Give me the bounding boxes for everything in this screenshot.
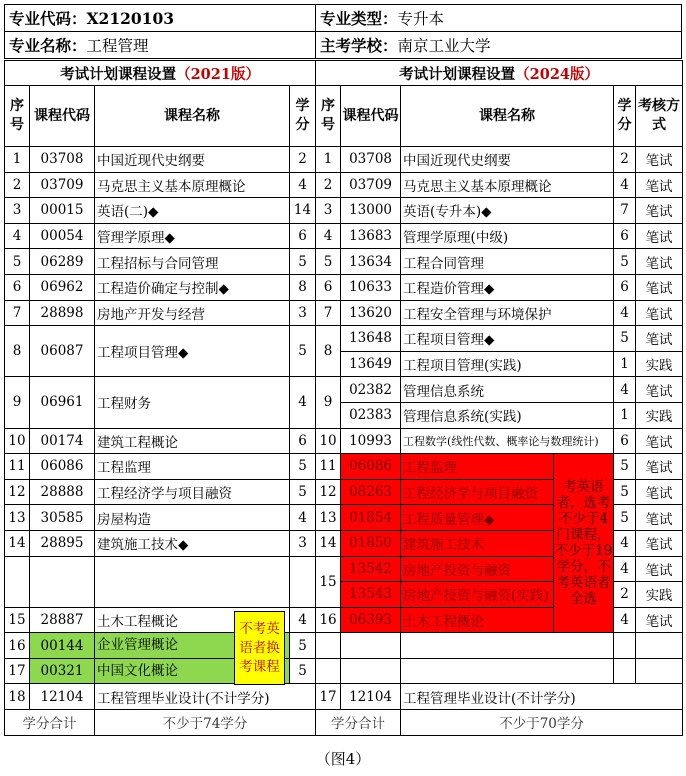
course-name: 马克思主义基本原理概论 [401, 172, 614, 198]
course-name: 工程质量管理◆ [401, 505, 554, 531]
course-code: 00054 [30, 223, 95, 249]
empty-cell [401, 633, 614, 659]
table-row [5, 223, 683, 249]
row-no: 5 [5, 249, 30, 275]
col-no-2024: 序号 [316, 86, 341, 147]
course-code: 12104 [30, 684, 95, 710]
row-no: 14 [5, 530, 30, 556]
empty-cell [5, 556, 30, 607]
table-row [5, 377, 683, 403]
course-name: 房地产投资与融资(实践) [401, 582, 554, 608]
exam-method: 笔试 [636, 300, 683, 326]
empty-cell [614, 633, 636, 659]
program-code: 专业代码：X2120103 [5, 5, 316, 32]
course-name: 工程项目管理◆ [95, 326, 290, 377]
exam-method: 笔试 [636, 326, 683, 352]
course-name: 工程合同管理 [401, 249, 614, 275]
course-name: 管理学原理◆ [95, 223, 290, 249]
course-credit: 4 [290, 172, 316, 198]
total-label: 学分合计 [5, 710, 95, 736]
row-no: 4 [5, 223, 30, 249]
course-code: 13634 [341, 249, 401, 275]
exam-method: 实践 [636, 351, 683, 377]
course-credit: 5 [614, 454, 636, 480]
course-name: 工程造价管理◆ [401, 274, 614, 300]
table-row [5, 428, 683, 454]
course-credit: 2 [290, 147, 316, 173]
course-code: 03708 [341, 147, 401, 173]
row-no: 11 [5, 454, 30, 480]
course-name: 工程招标与合同管理 [95, 249, 290, 275]
course-credit: 6 [290, 428, 316, 454]
course-name: 中国近现代史纲要 [401, 147, 614, 173]
course-name: 工程数学(线性代数、概率论与数理统计) [401, 428, 614, 454]
empty-cell [341, 658, 401, 684]
exam-method: 笔试 [636, 530, 683, 556]
course-name: 工程管理毕业设计(不计学分) [95, 684, 316, 710]
english-substitute-note: 不考英语者换考课程 [234, 611, 285, 685]
empty-cell [30, 556, 95, 607]
course-code: 13683 [341, 223, 401, 249]
course-credit: 2 [614, 147, 636, 173]
course-credit: 5 [290, 326, 316, 377]
course-name: 工程监理 [95, 454, 290, 480]
course-credit: 8 [290, 274, 316, 300]
table-row [5, 198, 683, 224]
row-no: 16 [316, 607, 341, 633]
row-no: 4 [316, 223, 341, 249]
course-credit: 4 [290, 505, 316, 531]
empty-cell [614, 658, 636, 684]
course-name: 马克思主义基本原理概论 [95, 172, 290, 198]
exam-method: 笔试 [636, 223, 683, 249]
plan-2021-title: 考试计划课程设置（2021版） [5, 61, 316, 86]
course-code: 13543 [341, 582, 401, 608]
course-credit: 4 [614, 607, 636, 633]
table-row [5, 147, 683, 173]
course-code: 02382 [341, 377, 401, 403]
exam-method: 笔试 [636, 377, 683, 403]
row-no: 16 [5, 633, 30, 659]
course-code: 06393 [341, 607, 401, 633]
course-code: 13542 [341, 556, 401, 582]
row-no: 8 [316, 326, 341, 377]
course-code: 28898 [30, 300, 95, 326]
course-name: 管理信息系统(实践) [401, 402, 614, 428]
course-code: 10633 [341, 274, 401, 300]
course-code: 00321 [30, 658, 95, 684]
course-credit: 6 [614, 223, 636, 249]
course-code: 28895 [30, 530, 95, 556]
exam-method: 笔试 [636, 454, 683, 480]
exam-method: 笔试 [636, 607, 683, 633]
course-credit: 5 [614, 249, 636, 275]
row-no: 8 [5, 326, 30, 377]
course-name: 房地产开发与经营 [95, 300, 290, 326]
row-no: 1 [316, 147, 341, 173]
row-no: 13 [5, 505, 30, 531]
course-code: 00015 [30, 198, 95, 224]
course-code: 06087 [30, 326, 95, 377]
col-credit-2021: 学分 [290, 86, 316, 147]
col-code-2021: 课程代码 [30, 86, 95, 147]
course-credit: 4 [614, 377, 636, 403]
host-school: 主考学校：南京工业大学 [316, 32, 682, 59]
course-credit: 5 [614, 326, 636, 352]
course-code: 28887 [30, 607, 95, 633]
program-type: 专业类型：专升本 [316, 5, 682, 32]
course-code: 13649 [341, 351, 401, 377]
course-credit: 5 [614, 505, 636, 531]
course-credit: 4 [614, 530, 636, 556]
course-code: 13620 [341, 300, 401, 326]
empty-cell [636, 658, 683, 684]
course-credit: 1 [614, 402, 636, 428]
row-no: 1 [5, 147, 30, 173]
course-credit: 5 [290, 658, 316, 684]
course-code: 30585 [30, 505, 95, 531]
course-code: 12104 [341, 684, 401, 710]
row-no: 6 [5, 274, 30, 300]
row-no: 12 [316, 479, 341, 505]
row-no: 12 [5, 479, 30, 505]
empty-cell [316, 633, 341, 659]
table-row [5, 684, 683, 710]
course-name: 房屋构造 [95, 505, 290, 531]
col-code-2024: 课程代码 [341, 86, 401, 147]
course-credit: 4 [614, 300, 636, 326]
course-credit: 5 [290, 454, 316, 480]
course-code: 01850 [341, 530, 401, 556]
course-credit: 4 [614, 172, 636, 198]
program-name: 专业名称：工程管理 [5, 32, 316, 59]
course-name: 英语(专升本)◆ [401, 198, 614, 224]
total-row [5, 710, 683, 736]
course-code: 10993 [341, 428, 401, 454]
course-name: 建筑施工技术◆ [95, 530, 290, 556]
col-name-2024: 课程名称 [401, 86, 614, 147]
course-name: 建筑工程概论 [95, 428, 290, 454]
row-no: 7 [316, 300, 341, 326]
exam-method: 笔试 [636, 274, 683, 300]
empty-cell [341, 633, 401, 659]
col-name-2021: 课程名称 [95, 86, 290, 147]
course-credit: 5 [290, 479, 316, 505]
course-code: 06289 [30, 249, 95, 275]
row-no: 17 [5, 658, 30, 684]
course-name: 建筑施工技术 [401, 530, 554, 556]
course-credit: 14 [290, 198, 316, 224]
course-credit: 3 [290, 530, 316, 556]
course-code: 03709 [341, 172, 401, 198]
total-value: 不少于74学分 [95, 710, 316, 736]
table-row [5, 454, 683, 480]
total-label: 学分合计 [316, 710, 401, 736]
course-name: 工程财务 [95, 377, 290, 428]
figure-caption: （图4） [315, 750, 371, 768]
course-name: 管理信息系统 [401, 377, 614, 403]
exam-method: 笔试 [636, 479, 683, 505]
course-code: 08263 [341, 479, 401, 505]
course-code: 00174 [30, 428, 95, 454]
course-name: 工程监理 [401, 454, 554, 480]
course-credit: 1 [614, 351, 636, 377]
course-code: 00144 [30, 633, 95, 659]
empty-cell [401, 658, 614, 684]
course-name: 工程项目管理◆ [401, 326, 614, 352]
course-name: 管理学原理(中级) [401, 223, 614, 249]
row-no: 6 [316, 274, 341, 300]
row-no: 15 [316, 556, 341, 607]
exam-method: 笔试 [636, 198, 683, 224]
row-no: 3 [316, 198, 341, 224]
course-name: 工程管理毕业设计(不计学分) [401, 684, 683, 710]
course-code: 13648 [341, 326, 401, 352]
col-credit-2024: 学分 [614, 86, 636, 147]
row-no: 10 [5, 428, 30, 454]
exam-method: 笔试 [636, 428, 683, 454]
exam-method: 笔试 [636, 505, 683, 531]
table-row [5, 172, 683, 198]
course-code: 06086 [30, 454, 95, 480]
course-name: 工程经济学与项目融资 [95, 479, 290, 505]
empty-cell [95, 556, 290, 607]
exam-method: 实践 [636, 582, 683, 608]
course-code: 06962 [30, 274, 95, 300]
row-no: 15 [5, 607, 30, 633]
total-value: 不少于70学分 [401, 710, 683, 736]
exam-method: 笔试 [636, 249, 683, 275]
row-no: 17 [316, 684, 341, 710]
empty-cell [636, 633, 683, 659]
course-name: 企业管理概论 [95, 633, 289, 659]
exam-method: 笔试 [636, 147, 683, 173]
row-no: 3 [5, 198, 30, 224]
row-no: 14 [316, 530, 341, 556]
course-code: 03708 [30, 147, 95, 173]
empty-cell [290, 556, 316, 607]
table-row [5, 249, 683, 275]
course-code: 03709 [30, 172, 95, 198]
course-name: 工程项目管理(实践) [401, 351, 614, 377]
course-code: 13000 [341, 198, 401, 224]
col-no-2021: 序号 [5, 86, 30, 147]
course-name: 工程安全管理与环境保护 [401, 300, 614, 326]
course-code: 01854 [341, 505, 401, 531]
course-name: 土木工程概论 [401, 607, 554, 633]
row-no: 9 [316, 377, 341, 428]
elective-note-2024: 考英语者，选考不少于4门课程，不少于19学分，不考英语者全选 [554, 454, 614, 633]
course-credit: 6 [614, 428, 636, 454]
course-credit: 5 [290, 633, 316, 659]
table-row [5, 326, 683, 352]
course-name: 土木工程概论 [95, 607, 290, 633]
row-no: 2 [5, 172, 30, 198]
col-method-2024: 考核方式 [636, 86, 683, 147]
row-no: 13 [316, 505, 341, 531]
exam-method: 实践 [636, 402, 683, 428]
row-no: 7 [5, 300, 30, 326]
empty-cell [316, 658, 341, 684]
course-credit: 4 [290, 607, 316, 633]
course-name: 工程造价确定与控制◆ [95, 274, 290, 300]
course-credit: 6 [290, 223, 316, 249]
program-info [4, 4, 682, 59]
row-no: 10 [316, 428, 341, 454]
course-name: 英语(二)◆ [95, 198, 290, 224]
row-no: 11 [316, 454, 341, 480]
course-credit: 4 [614, 556, 636, 582]
course-credit: 5 [290, 249, 316, 275]
course-credit: 3 [290, 300, 316, 326]
course-credit: 7 [614, 198, 636, 224]
course-credit: 4 [290, 377, 316, 428]
table-row [5, 300, 683, 326]
course-credit: 6 [614, 274, 636, 300]
course-name: 工程经济学与项目融资 [401, 479, 554, 505]
row-no: 9 [5, 377, 30, 428]
course-name: 中国近现代史纲要 [95, 147, 290, 173]
row-no: 18 [5, 684, 30, 710]
exam-method: 笔试 [636, 172, 683, 198]
table-row [5, 274, 683, 300]
course-code: 28888 [30, 479, 95, 505]
row-no: 2 [316, 172, 341, 198]
course-credit: 5 [614, 479, 636, 505]
course-name: 中国文化概论 [95, 659, 289, 684]
plan-2024-title: 考试计划课程设置（2024版） [316, 61, 683, 86]
course-table [4, 60, 683, 736]
table-row [5, 633, 683, 659]
exam-method: 笔试 [636, 556, 683, 582]
course-name: 房地产投资与融资 [401, 556, 554, 582]
course-code: 06961 [30, 377, 95, 428]
course-code: 02383 [341, 402, 401, 428]
row-no: 5 [316, 249, 341, 275]
course-credit: 2 [614, 582, 636, 608]
course-code: 06086 [341, 454, 401, 480]
